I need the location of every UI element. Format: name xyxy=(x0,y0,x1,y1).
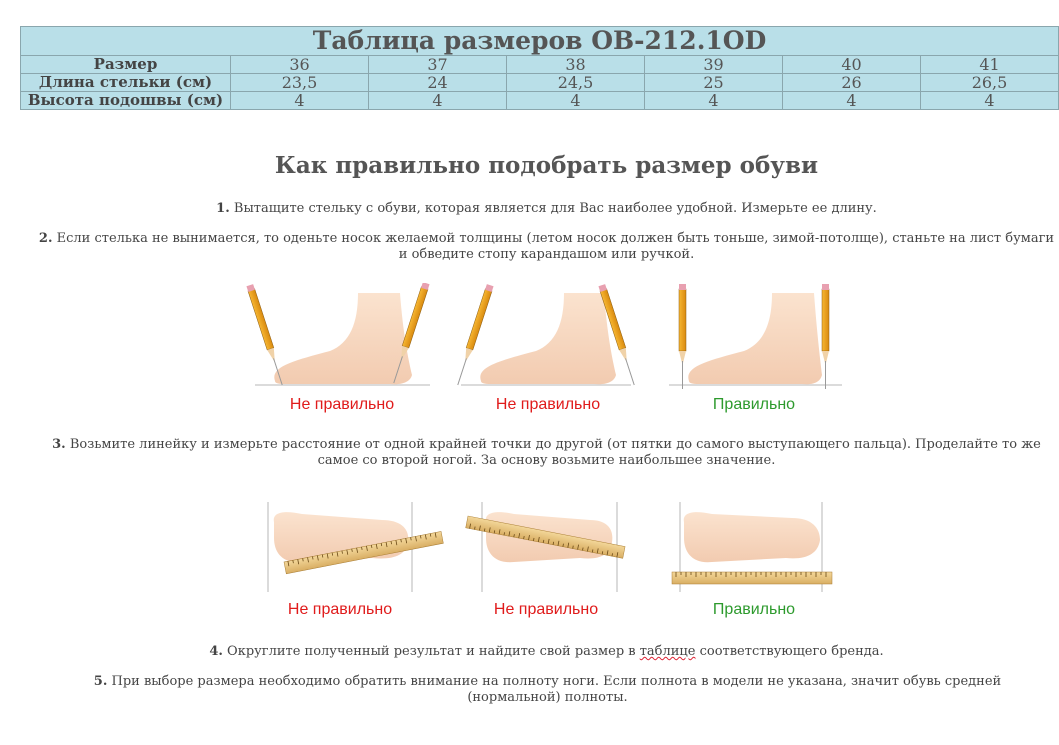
step-5 xyxy=(60,674,1035,706)
table-row xyxy=(21,56,1059,74)
table-cell: 4 xyxy=(231,92,369,110)
table-cell: 26,5 xyxy=(921,74,1059,92)
row-label-size: Размер xyxy=(21,56,231,74)
step-3 xyxy=(34,437,1059,469)
caption-wrong: Не правильно xyxy=(495,396,601,413)
step-number: 2. xyxy=(38,231,53,246)
step-4 xyxy=(120,644,973,660)
table-cell: 37 xyxy=(369,56,507,74)
table-cell: 4 xyxy=(507,92,645,110)
guide-heading: Как правильно подобрать размер обуви xyxy=(274,152,819,179)
table-cell: 40 xyxy=(783,56,921,74)
table-cell: 4 xyxy=(369,92,507,110)
table-cell: 26 xyxy=(783,74,921,92)
row-label-insole: Длина стельки (см) xyxy=(21,74,231,92)
table-row xyxy=(21,74,1059,92)
caption-right: Правильно xyxy=(712,601,796,618)
table-cell: 4 xyxy=(783,92,921,110)
table-cell: 23,5 xyxy=(231,74,369,92)
table-cell: 39 xyxy=(645,56,783,74)
step-number: 5. xyxy=(93,674,108,689)
step-number: 3. xyxy=(52,437,66,452)
step-text: При выборе размера необходимо обратить внимание на полноту ноги. Если полнота в модели не указана, значит обувь средней (нормальной) полноты. xyxy=(111,674,1002,705)
step-1 xyxy=(140,201,953,217)
step-text: Округлите полученный результат и найдите свой размер в xyxy=(227,644,640,659)
foot-pencil-wrong-1-illustration xyxy=(240,283,440,393)
size-table-title: Таблица размеров ОВ-212.1ОD xyxy=(21,27,1059,56)
table-cell: 4 xyxy=(921,92,1059,110)
foot-ruler-wrong-2-illustration xyxy=(462,500,632,595)
step-number: 1. xyxy=(216,201,230,216)
foot-pencil-wrong-2-illustration xyxy=(456,283,646,393)
table-cell: 4 xyxy=(645,92,783,110)
caption-wrong: Не правильно xyxy=(493,601,599,618)
step-text: Вытащите стельку с обуви, которая является для Вас наиболее удобной. Измерьте ее длину. xyxy=(233,201,877,216)
step-text: Если стелька не вынимается, то оденьте носок желаемой толщины (летом носок должен быть тоньше, зимой-потолще), станьте на лист бумаги и обведите стопу карандашом или ручкой. xyxy=(56,231,1055,262)
table-cell: 36 xyxy=(231,56,369,74)
foot-ruler-wrong-1-illustration xyxy=(262,500,447,595)
table-cell: 38 xyxy=(507,56,645,74)
table-cell: 25 xyxy=(645,74,783,92)
table-cell: 41 xyxy=(921,56,1059,74)
foot-pencil-right-illustration xyxy=(664,283,844,393)
step-text: Возьмите линейку и измерьте расстояние от одной крайней точки до другой (от пятки до самого выступающего пальца). Проделайте то же самое со второй ногой. За основу возьмите наибольшее значение. xyxy=(69,437,1041,468)
table-row xyxy=(21,92,1059,110)
caption-right: Правильно xyxy=(712,396,796,413)
table-cell: 24 xyxy=(369,74,507,92)
row-label-sole: Высота подошвы (см) xyxy=(21,92,231,110)
caption-wrong: Не правильно xyxy=(287,601,393,618)
foot-ruler-right-illustration xyxy=(668,500,838,595)
step-2 xyxy=(34,231,1059,263)
spellcheck-word: таблице xyxy=(639,644,696,659)
size-table xyxy=(20,26,1059,110)
caption-wrong: Не правильно xyxy=(289,396,395,413)
table-cell: 24,5 xyxy=(507,74,645,92)
step-text: соответствующего бренда. xyxy=(695,644,884,659)
step-number: 4. xyxy=(209,644,223,659)
